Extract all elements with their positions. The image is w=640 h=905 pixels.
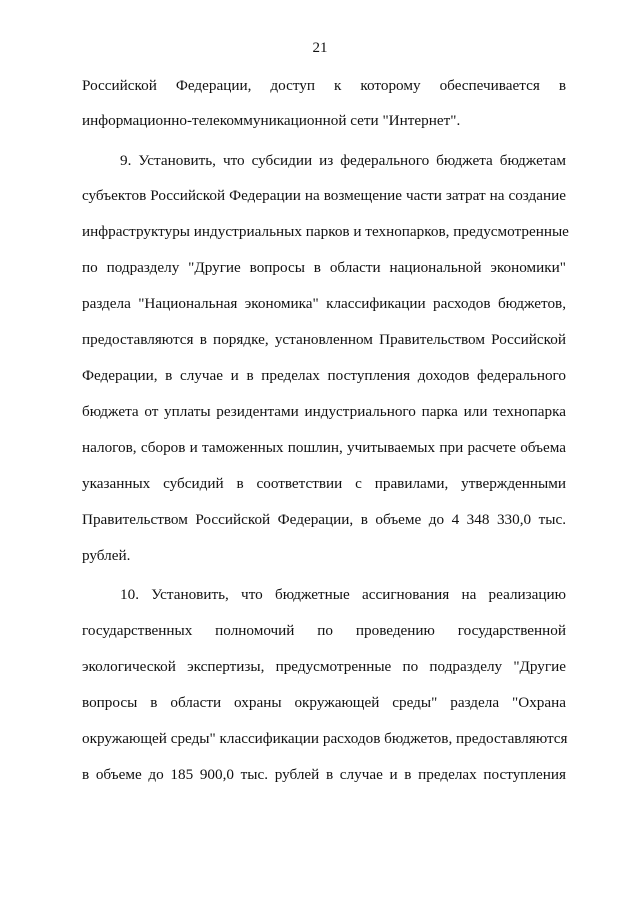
text-line: Федерации, в случае и в пределах поступления доходов федерального [82, 367, 566, 384]
text-line: информационно-телекоммуникационной сети "Интернет". [82, 112, 461, 129]
text-line: по подразделу "Другие вопросы в области национальной экономики" [82, 259, 566, 276]
text-line: Правительством Российской Федерации, в объеме до 4 348 330,0 тыс. [82, 511, 566, 528]
text-line: окружающей среды" классификации расходов бюджетов, предоставляются [82, 730, 568, 747]
text-line: инфраструктуры индустриальных парков и технопарков, предусмотренные [82, 223, 569, 240]
text-line: в объеме до 185 900,0 тыс. рублей в случае и в пределах поступления [82, 766, 566, 783]
text-line: Российской Федерации, доступ к которому обеспечивается в [82, 77, 566, 94]
text-line: рублей. [82, 547, 131, 564]
text-line: субъектов Российской Федерации на возмещение части затрат на создание [82, 187, 566, 204]
text-line: бюджета от уплаты резидентами индустриального парка или технопарка [82, 403, 566, 420]
text-line: налогов, сборов и таможенных пошлин, учитываемых при расчете объема [82, 439, 566, 456]
text-line: 10. Установить, что бюджетные ассигнования на реализацию [120, 586, 566, 603]
text-line: раздела "Национальная экономика" классификации расходов бюджетов, [82, 295, 566, 312]
text-line: государственных полномочий по проведению государственной [82, 622, 566, 639]
page-number: 21 [312, 40, 328, 56]
text-line: указанных субсидий в соответствии с правилами, утвержденными [82, 475, 566, 492]
text-line: 9. Установить, что субсидии из федерального бюджета бюджетам [120, 152, 566, 169]
text-line: вопросы в области охраны окружающей среды" раздела "Охрана [82, 694, 566, 711]
text-line: предоставляются в порядке, установленном Правительством Российской [82, 331, 566, 348]
text-line: экологической экспертизы, предусмотренные по подразделу "Другие [82, 658, 566, 675]
